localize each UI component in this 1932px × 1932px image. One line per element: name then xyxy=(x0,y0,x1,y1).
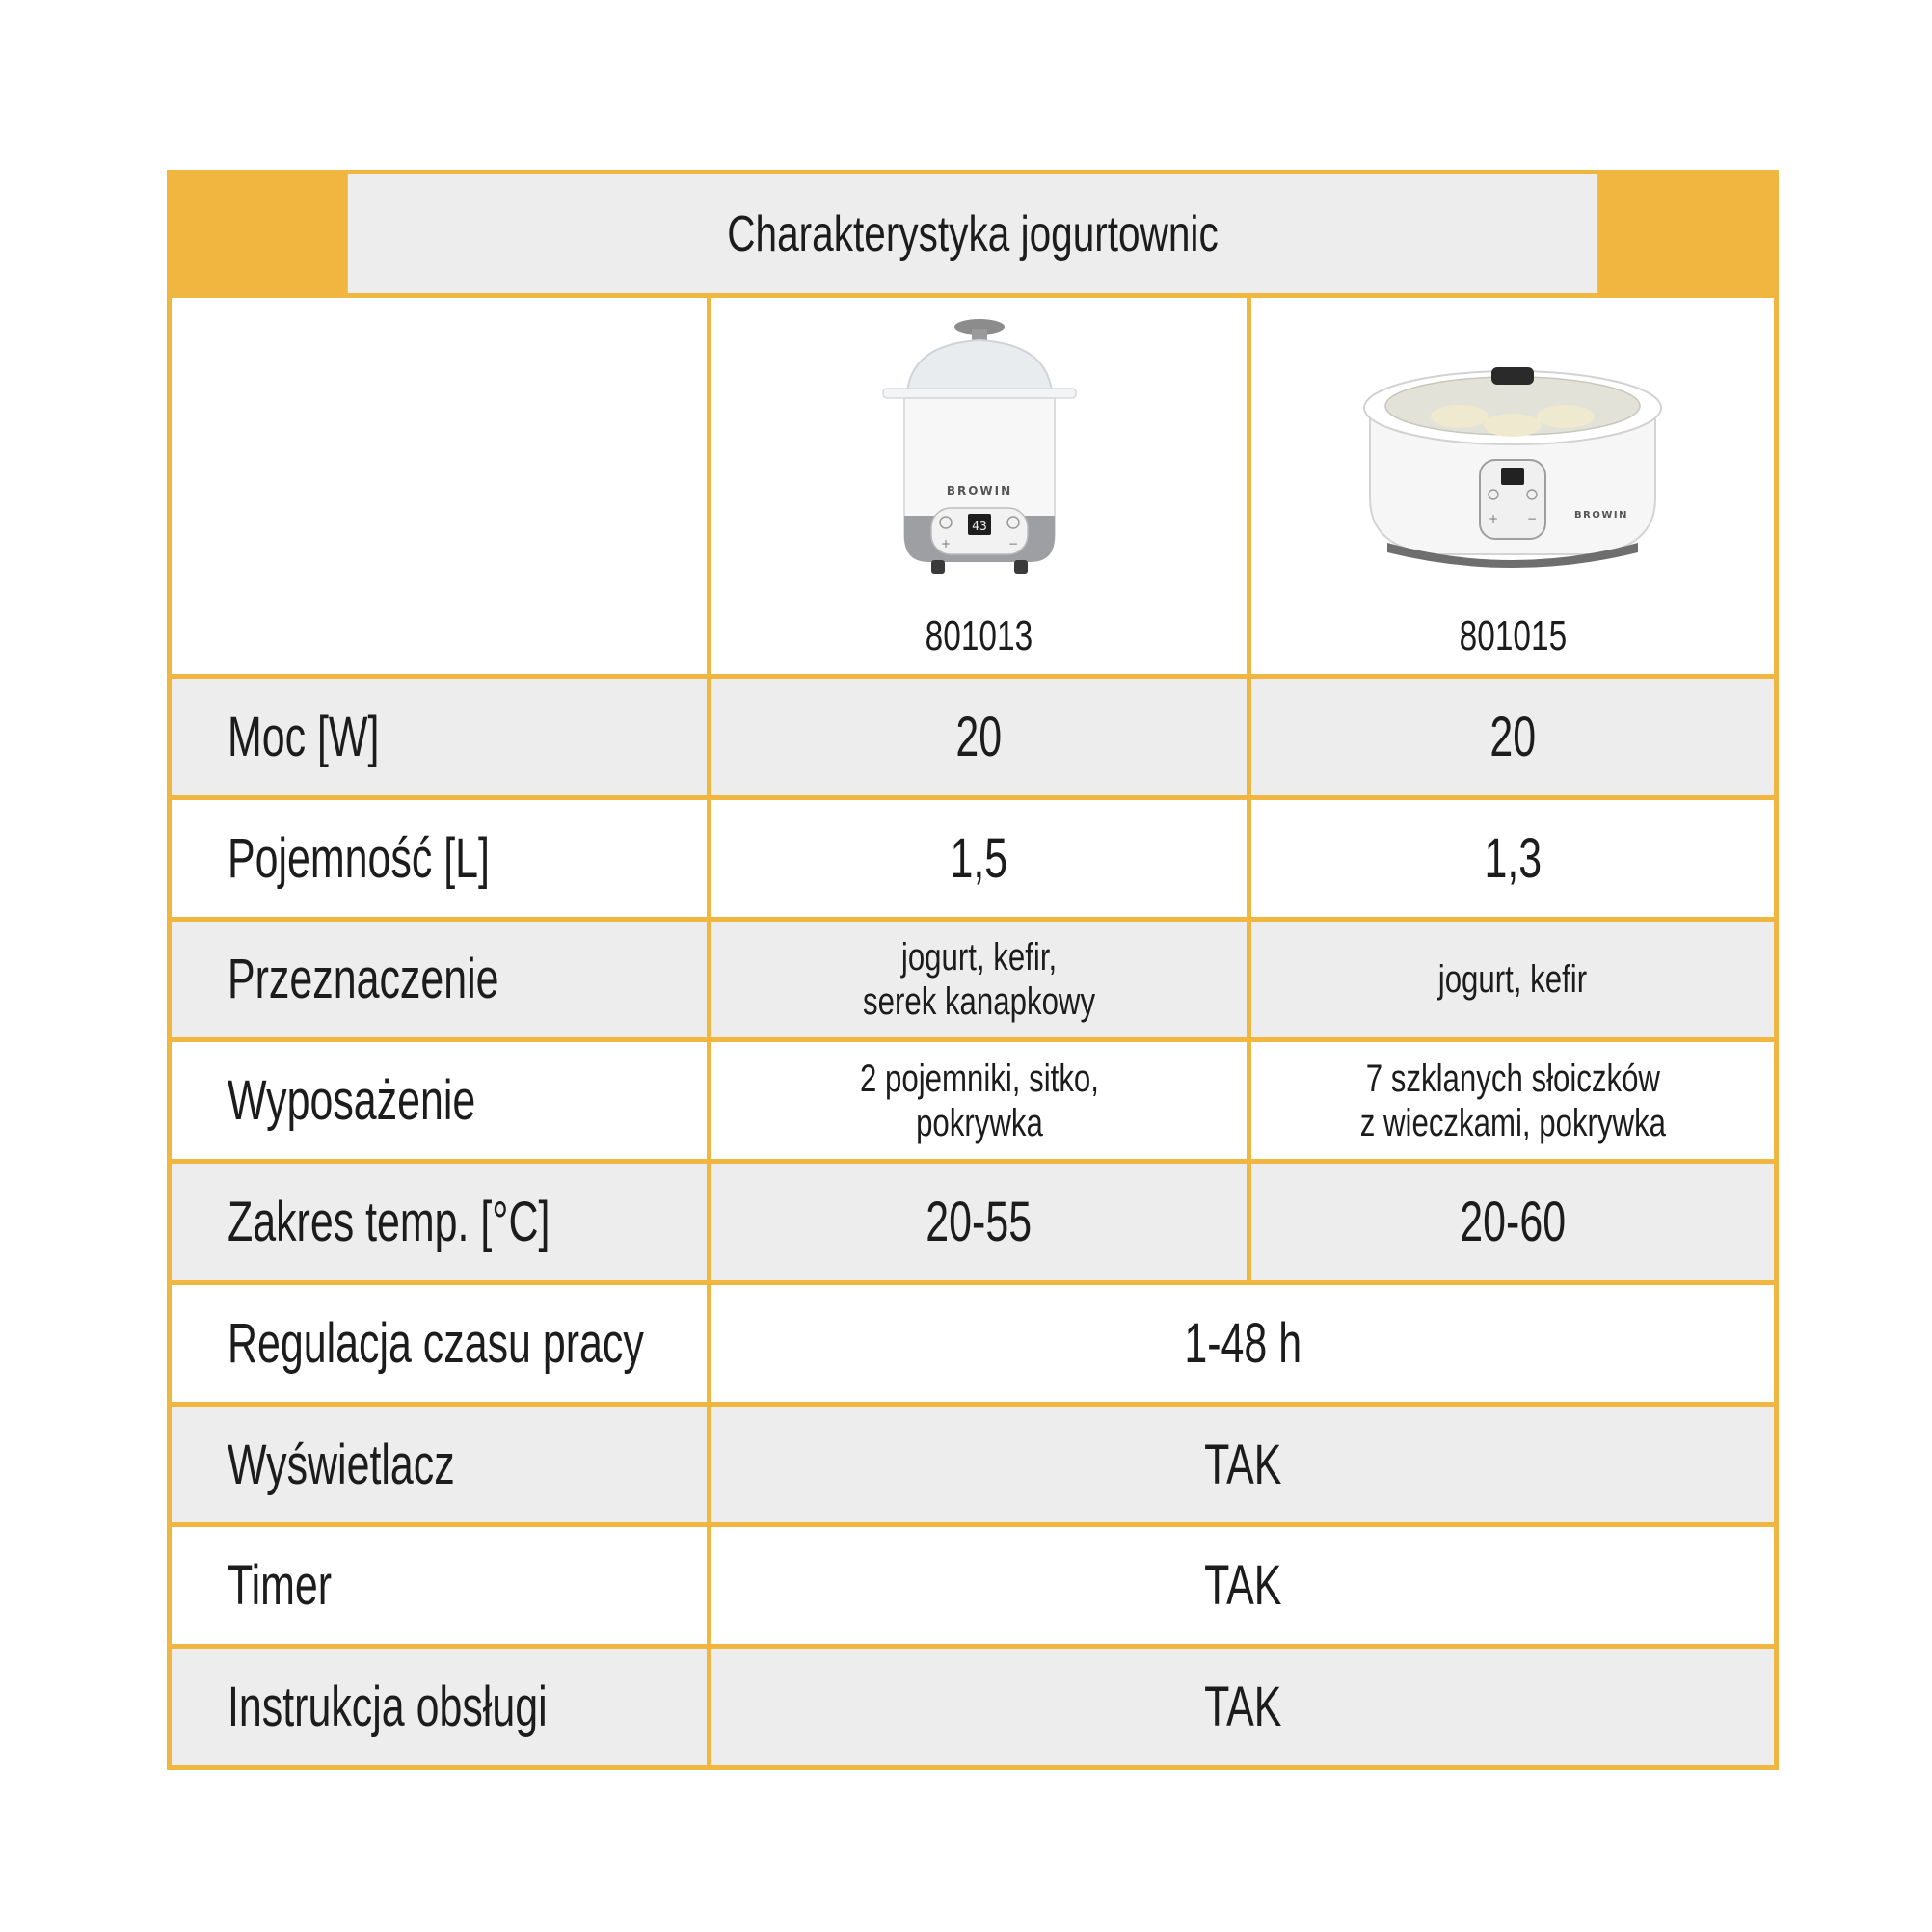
svg-text:−: − xyxy=(1007,537,1018,550)
row-label-zakres-temp: Zakres temp. [°C] xyxy=(172,1164,707,1280)
table-title xyxy=(348,174,1597,293)
svg-text:+: + xyxy=(1488,512,1499,525)
row-value-moc-801015: 20 xyxy=(1251,679,1774,795)
row-label-wyposazenie: Wyposażenie xyxy=(172,1042,707,1159)
svg-text:+: + xyxy=(940,537,951,550)
row-label-wyswietlacz: Wyświetlacz xyxy=(172,1407,707,1523)
row-label-przeznaczenie: Przeznaczenie xyxy=(172,922,707,1038)
row-label-pojemnosc: Pojemność [L] xyxy=(172,800,707,917)
row-label-moc: Moc [W] xyxy=(172,679,707,795)
product-cell-801013 xyxy=(711,298,1247,674)
product-code-801013: 801013 xyxy=(925,612,1033,659)
row-value-zakres-temp-801015: 20-60 xyxy=(1251,1164,1774,1280)
row-value-moc-801013: 20 xyxy=(711,679,1247,795)
row-value-przeznaczenie-801013: jogurt, kefir, serek kanapkowy xyxy=(711,922,1247,1038)
product-display: 43 xyxy=(971,520,987,534)
svg-text:−: − xyxy=(1526,512,1538,525)
row-value-instrukcja: TAK xyxy=(711,1649,1774,1765)
tall-yogurt-maker-icon xyxy=(816,306,1143,595)
product-brand: BROWIN xyxy=(946,484,1012,497)
row-label-instrukcja: Instrukcja obsługi xyxy=(172,1649,707,1765)
header-empty-cell xyxy=(172,298,707,674)
round-yogurt-maker-icon xyxy=(1349,306,1677,595)
table-title-text: Charakterystyka jogurtownic xyxy=(727,205,1219,262)
product-cell-801015 xyxy=(1251,298,1774,674)
product-code-801015: 801015 xyxy=(1459,612,1567,659)
row-value-pojemnosc-801013: 1,5 xyxy=(711,800,1247,917)
row-value-wyswietlacz: TAK xyxy=(711,1407,1774,1523)
row-value-zakres-temp-801013: 20-55 xyxy=(711,1164,1247,1280)
product-brand: BROWIN xyxy=(1574,510,1628,521)
row-value-wyposazenie-801013: 2 pojemniki, sitko, pokrywka xyxy=(711,1042,1247,1159)
row-value-timer: TAK xyxy=(711,1527,1774,1644)
row-value-wyposazenie-801015: 7 szklanych słoiczków z wieczkami, pokrywka xyxy=(1251,1042,1774,1159)
row-value-przeznaczenie-801015: jogurt, kefir xyxy=(1251,922,1774,1038)
row-label-regulacja-czasu: Regulacja czasu pracy xyxy=(172,1285,707,1402)
row-value-pojemnosc-801015: 1,3 xyxy=(1251,800,1774,917)
spec-table xyxy=(167,170,1779,1770)
row-value-regulacja-czasu: 1-48 h xyxy=(711,1285,1774,1402)
row-label-timer: Timer xyxy=(172,1527,707,1644)
